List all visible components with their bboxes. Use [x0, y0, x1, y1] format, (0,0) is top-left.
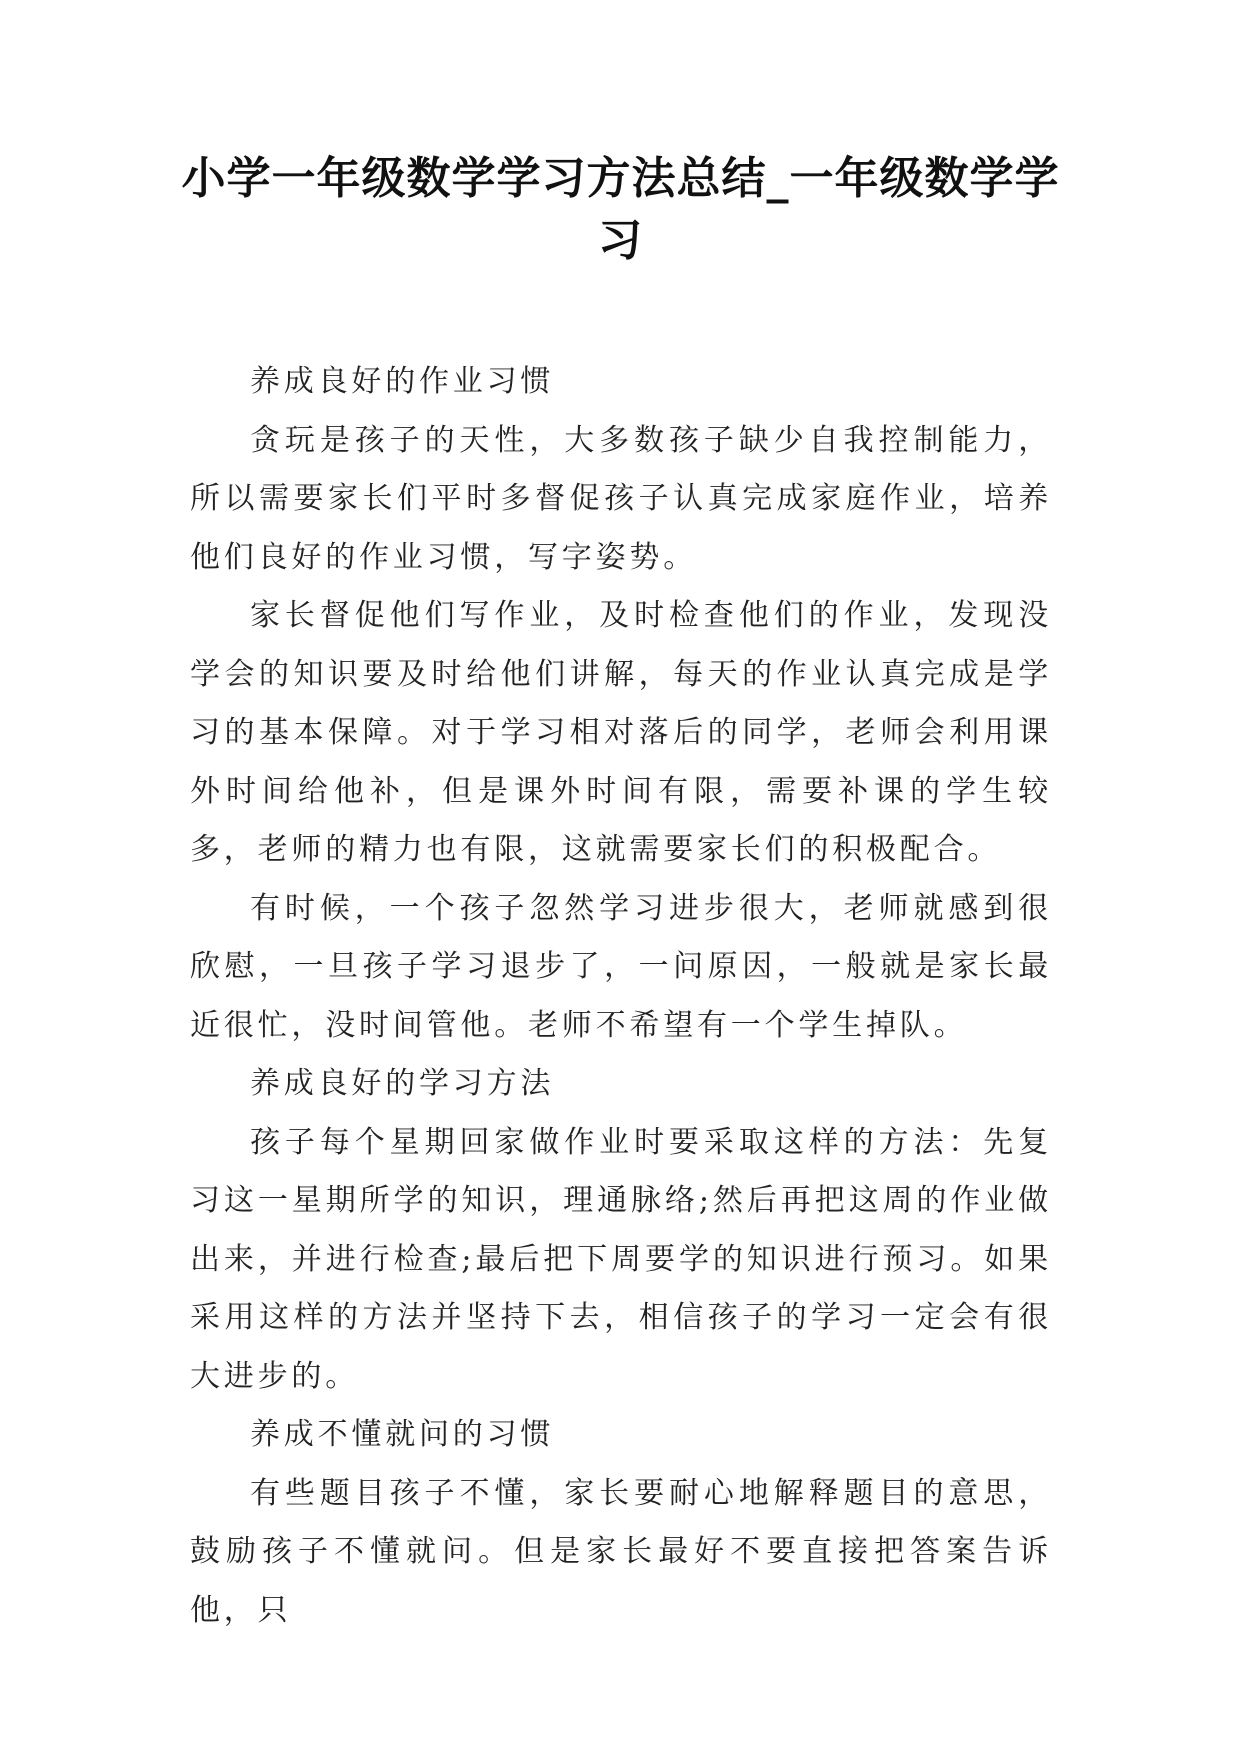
- body-paragraph: 有些题目孩子不懂，家长要耐心地解释题目的意思，鼓励孩子不懂就问。但是家长最好不要直接把答案告诉他，只: [190, 1475, 1052, 1628]
- document-title: 小学一年级数学学习方法总结_一年级数学学习: [181, 153, 1060, 266]
- body-paragraph: 有时候，一个孩子忽然学习进步很大，老师就感到很欣慰，一旦孩子学习退步了，一问原因，一般就是家长最近很忙，没时间管他。老师不希望有一个学生掉队。: [190, 890, 1052, 1043]
- section-heading-study-method: 养成良好的学习方法: [250, 1066, 555, 1101]
- section-heading-homework-habit: 养成良好的作业习惯: [250, 364, 555, 399]
- section-heading-ask-questions: 养成不懂就问的习惯: [250, 1417, 555, 1452]
- body-paragraph: 孩子每个星期回家做作业时要采取这样的方法：先复习这一星期所学的知识，理通脉络;然后再把这周的作业做出来，并进行检查;最后把下周要学的知识进行预习。如果采用这样的方法并坚持下去，相信孩子的学习一定会有很大进步的。: [190, 1124, 1052, 1394]
- document-body: [190, 353, 1052, 1640]
- body-paragraph: 贪玩是孩子的天性，大多数孩子缺少自我控制能力，所以需要家长们平时多督促孩子认真完成家庭作业，培养他们良好的作业习惯，写字姿势。: [190, 422, 1052, 575]
- body-paragraph: 家长督促他们写作业，及时检查他们的作业，发现没学会的知识要及时给他们讲解，每天的作业认真完成是学习的基本保障。对于学习相对落后的同学，老师会利用课外时间给他补，但是课外时间有限，需要补课的学生较多，老师的精力也有限，这就需要家长们的积极配合。: [190, 598, 1052, 867]
